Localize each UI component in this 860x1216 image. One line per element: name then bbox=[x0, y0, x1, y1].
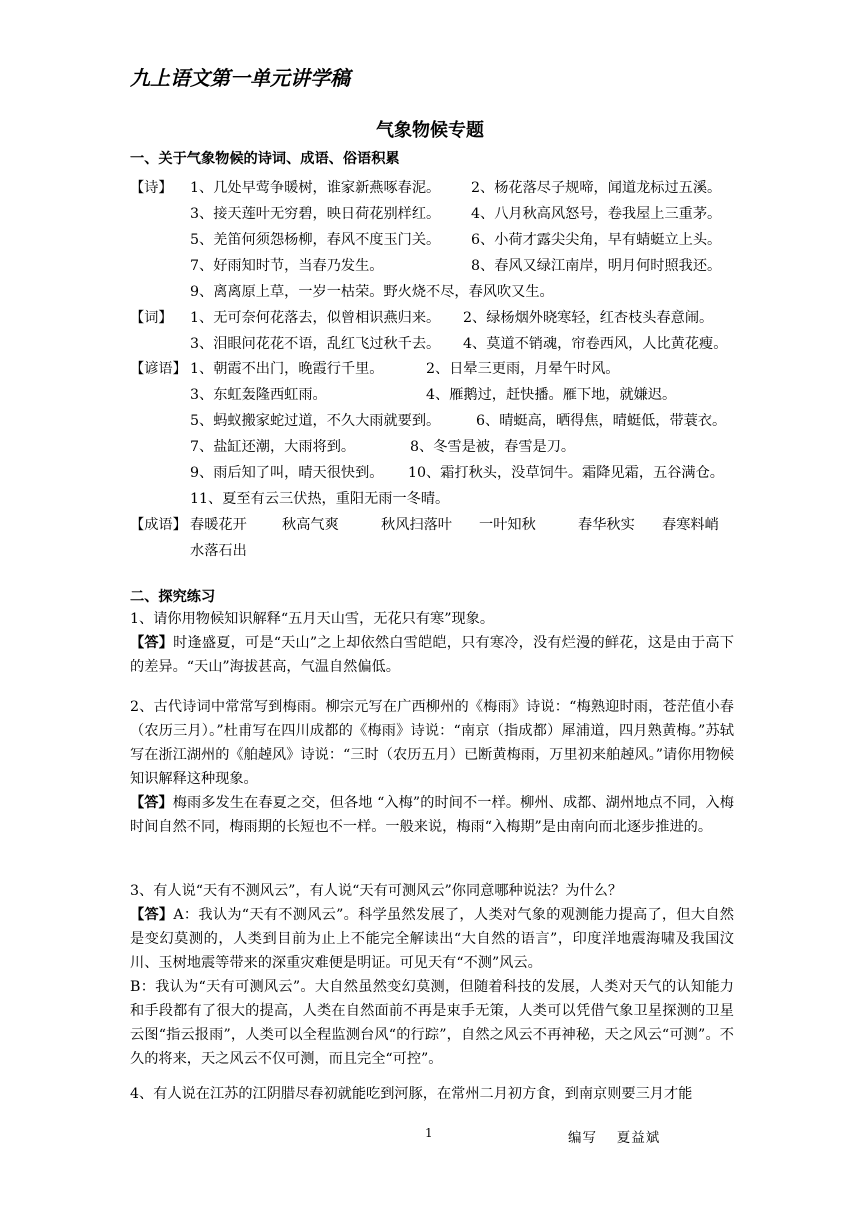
section-heading-1: 一、关于气象物候的诗词、成语、俗语积累 bbox=[130, 151, 400, 167]
proverb-line: 9、雨后知了叫，晴天很快到。 bbox=[190, 465, 384, 481]
answer-3b: B：我认为“天有可测风云”。大自然虽然变幻莫测，但随着科技的发展，人类对天气的认知能力和手段都有了很大的提高，人类在自然面前不再是束手无策，人类可以凭借气象卫星探测的卫星云图“指云报雨”，人类可以全程监测台风“的行踪”，自然之风云不再神秘，天之风云“可测”。不久的将来，天之风云不仅可测，而且完全“可控”。 bbox=[130, 979, 734, 1067]
idiom-tag: 【成语】 bbox=[130, 517, 187, 533]
idiom-item: 春华秋实 bbox=[578, 517, 635, 533]
header-title: 九上语文第一单元讲学稿 bbox=[130, 66, 350, 90]
answer-2 bbox=[130, 791, 734, 839]
proverb-line: 6、晴蜓高，晒得焦，晴蜓低，带蓑衣。 bbox=[476, 413, 727, 429]
poem-tag: 【诗】 bbox=[130, 180, 173, 196]
ci-line: 1、无可奈何花落去，似曾相识燕归来。 bbox=[190, 310, 441, 326]
poem-line: 9、离离原上草，一岁一枯荣。野火烧不尽，春风吹又生。 bbox=[190, 284, 554, 300]
question-4: 4、有人说在江苏的江阴腊尽春初就能吃到河豚，在常州二月初方食，到南京则要三月才能 bbox=[130, 1086, 693, 1102]
answer-text: A：我认为“天有不测风云”。科学虽然发展了，人类对气象的观测能力提高了，但大自然是变幻莫测的，人类到目前为止上不能完全解读出“大自然的语言”，印度洋地震海啸及我国汶川、玉树地震等带来的深重灾难便是明证。可见天有“不测”风云。 bbox=[130, 907, 734, 971]
proverb-line: 1、朝霞不出门，晚霞行千里。 bbox=[190, 361, 384, 377]
proverb-line: 11、夏至有云三伏热，重阳无雨一冬晴。 bbox=[190, 491, 450, 507]
poem-line: 8、春风又绿江南岸，明月何时照我还。 bbox=[471, 258, 722, 274]
proverb-line: 7、盐缸还潮，大雨将到。 bbox=[190, 439, 356, 455]
proverb-line: 4、雁鹅过，赶快播。雁下地，就嫌迟。 bbox=[426, 387, 677, 403]
question-1: 1、请你用物候知识解释“五月天山雪，无花只有寒”现象。 bbox=[130, 611, 495, 627]
answer-1 bbox=[130, 631, 734, 679]
poem-line: 7、好雨知时节，当春乃发生。 bbox=[190, 258, 384, 274]
idiom-item: 秋风扫落叶 bbox=[381, 517, 452, 533]
idiom-item: 一叶知秋 bbox=[479, 517, 536, 533]
answer-label: 【答】 bbox=[130, 907, 174, 923]
page-number: 1 bbox=[425, 1126, 433, 1140]
ci-line: 2、绿杨烟外晓寒轻，红杏枝头春意闹。 bbox=[463, 310, 714, 326]
proverb-tag: 【谚语】 bbox=[130, 361, 187, 377]
question-2: 2、古代诗词中常常写到梅雨。柳宗元写在广西柳州的《梅雨》诗说：“梅熟迎时雨，苍茫值小春（农历三月）。”杜甫写在四川成都的《梅雨》诗说：“南京（指成都）犀浦道，四月熟黄梅。”苏轼写在浙江湖州的《舶趠风》诗说：“三时（农历五月）已断黄梅雨，万里初来舶趠风。”请你用物候知识解释这种现象。 bbox=[130, 699, 734, 787]
ci-tag: 【词】 bbox=[130, 310, 173, 326]
idiom-item: 水落石出 bbox=[190, 543, 247, 559]
idiom-item: 秋高气爽 bbox=[282, 517, 339, 533]
answer-text: 时逢盛夏，可是“天山”之上却依然白雪皑皑，只有寒冷，没有烂漫的鲜花，这是由于高下的差异。“天山”海拔甚高，气温自然偏低。 bbox=[130, 635, 734, 675]
footer-author: 编写 夏益斌 bbox=[568, 1130, 661, 1146]
proverb-line: 10、霜打秋头，没草饲牛。霜降见霜，五谷满仓。 bbox=[408, 465, 724, 481]
section-heading-2: 二、探究练习 bbox=[130, 589, 216, 605]
poem-line: 3、接天莲叶无穷碧，映日荷花别样红。 bbox=[190, 206, 441, 222]
ci-line: 4、莫道不销魂，帘卷西风，人比黄花瘦。 bbox=[463, 336, 728, 352]
answer-label: 【答】 bbox=[130, 635, 174, 651]
ci-line: 3、泪眼问花花不语，乱红飞过秋千去。 bbox=[190, 336, 441, 352]
poem-line: 4、八月秋高风怒号，卷我屋上三重茅。 bbox=[471, 206, 722, 222]
answer-text: 梅雨多发生在春夏之交，但各地 “入梅”的时间不一样。柳州、成都、湖州地点不同，入梅时间自然不同，梅雨期的长短也不一样。一般来说，梅雨“入梅期”是由南向而北逐步推进的。 bbox=[130, 795, 734, 835]
poem-line: 1、几处早莺争暖树，谁家新燕啄春泥。 bbox=[190, 180, 441, 196]
proverb-line: 5、蚂蚁搬家蛇过道，不久大雨就要到。 bbox=[190, 413, 441, 429]
poem-line: 5、羌笛何须怨杨柳，春风不度玉门关。 bbox=[190, 232, 441, 248]
answer-label: 【答】 bbox=[130, 795, 173, 811]
idiom-item: 春寒料峭 bbox=[662, 517, 719, 533]
poem-line: 2、杨花落尽子规啼，闻道龙标过五溪。 bbox=[471, 180, 722, 196]
poem-line: 6、小荷才露尖尖角，早有蜻蜓立上头。 bbox=[471, 232, 722, 248]
proverb-line: 2、日晕三更雨，月晕午时风。 bbox=[426, 361, 620, 377]
idiom-item: 春暖花开 bbox=[190, 517, 247, 533]
proverb-line: 8、冬雪是被，春雪是刀。 bbox=[410, 439, 576, 455]
answer-3a bbox=[130, 903, 734, 975]
page-title: 气象物候专题 bbox=[376, 120, 484, 141]
proverb-line: 3、东虹轰隆西虹雨。 bbox=[190, 387, 327, 403]
question-3: 3、有人说“天有不测风云”，有人说“天有可测风云”你同意哪种说法？为什么？ bbox=[130, 883, 623, 899]
